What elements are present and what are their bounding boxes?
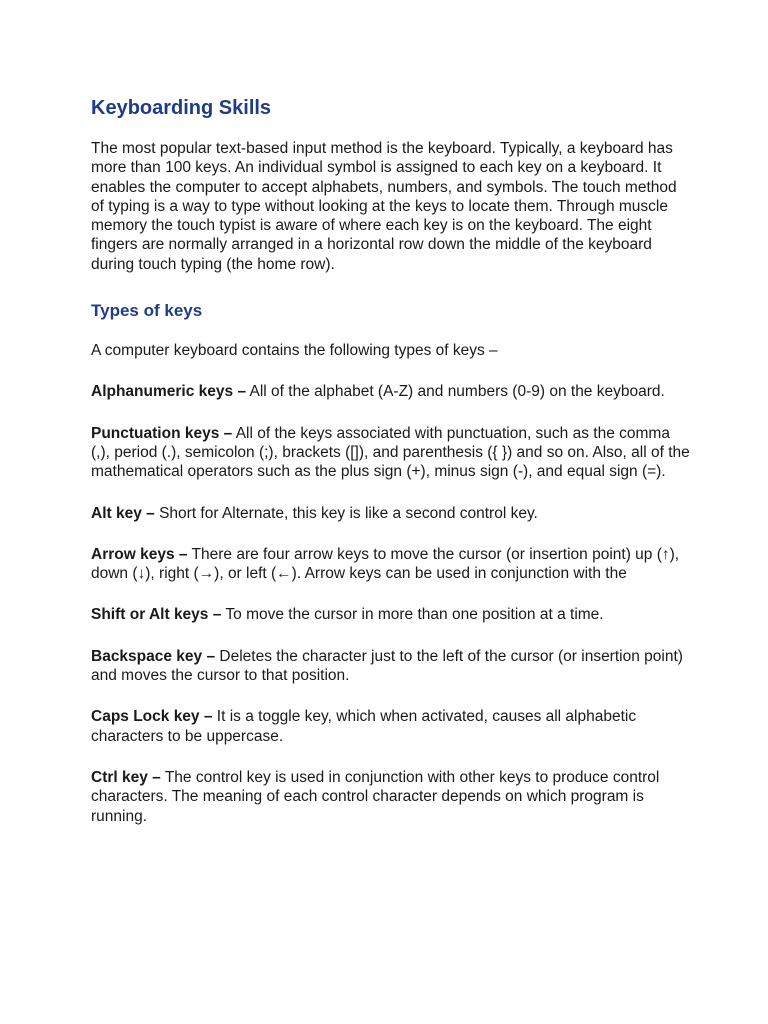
section-lead: A computer keyboard contains the following types of keys –: [91, 342, 498, 360]
term-name: Arrow keys –: [91, 545, 188, 563]
term-name: Backspace key –: [91, 647, 216, 665]
term-name: Ctrl key –: [91, 768, 161, 786]
term-text: There are four arrow keys to move the cursor (or insertion point) up (↑), down (↓), right (→), or left (←). Arrow keys can be used in conjunction with the: [91, 545, 680, 583]
term-backspace-key: [91, 647, 691, 686]
term-name: Punctuation keys –: [91, 424, 233, 442]
intro-paragraph: The most popular text-based input method is the keyboard. Typically, a keyboard has more than 100 keys. An individual symbol is assigned to each key on a keyboard. It enables the computer to accept alphabets, numbers, and symbols. The touch method of typing is a way to type without looking at the keys to locate them. Through muscle memory the touch typist is aware of where each key is on the keyboard. The eight fingers are normally arranged in a horizontal row down the middle of the keyboard during touch typing (the home row).: [91, 140, 677, 273]
document-page: [91, 95, 691, 826]
term-caps-lock-key: [91, 707, 691, 746]
term-alphanumeric-keys: [91, 382, 691, 401]
term-punctuation-keys: [91, 424, 691, 482]
term-name: Caps Lock key –: [91, 708, 213, 726]
page-title: Keyboarding Skills: [91, 97, 272, 119]
term-name: Alt key –: [91, 504, 155, 522]
term-text: Deletes the character just to the left of the cursor (or insertion point) and moves the cursor to that position.: [91, 647, 683, 685]
term-text: It is a toggle key, which when activated, causes all alphabetic characters to be uppercase.: [91, 708, 637, 745]
term-text: To move the cursor in more than one position at a time.: [221, 606, 604, 624]
section-heading: Types of keys: [91, 301, 203, 321]
term-text: The control key is used in conjunction with other keys to produce control characters. The meaning of each control character depends on which program is running.: [91, 768, 660, 825]
term-text: All of the alphabet (A-Z) and numbers (0-9) on the keyboard.: [246, 383, 665, 401]
term-name: Shift or Alt keys –: [91, 606, 222, 624]
term-text: All of the keys associated with punctuation, such as the comma (,), period (.), semicolon (;), brackets ([]), and parenthesis ({ }) and so on. Also, all of the mathematical operators such as the plus sign (+), minus sign (-), and equal sign (=).: [91, 424, 690, 481]
term-arrow-keys: [91, 545, 691, 584]
term-name: Alphanumeric keys –: [91, 383, 247, 401]
term-alt-key: [91, 504, 691, 523]
term-text: Short for Alternate, this key is like a second control key.: [154, 504, 538, 522]
term-shift-or-alt-keys: [91, 605, 691, 624]
term-ctrl-key: [91, 768, 691, 826]
